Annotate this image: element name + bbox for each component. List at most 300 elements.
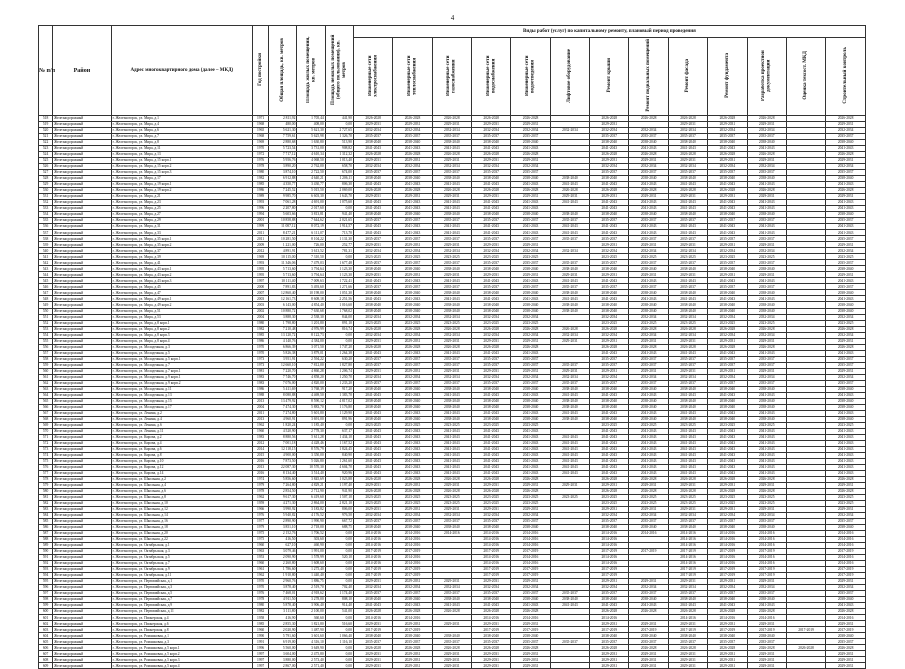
- row-work-period: 2032-2034: [708, 585, 747, 591]
- row-year: 1986: [253, 386, 269, 392]
- row-work-period: 2035-2037: [590, 170, 629, 176]
- row-area-nonliving: 1 383,70: [325, 392, 353, 398]
- row-area-total: 3 851,10: [269, 525, 297, 531]
- row-work-period: 2038-2040: [511, 290, 550, 296]
- header-work-7: Ремонт подвальных помещений: [629, 38, 668, 116]
- row-work-period: 2032-2034: [511, 128, 550, 134]
- row-work-period: 2035-2037: [550, 591, 589, 597]
- row-work-period: 2029-2031: [393, 579, 432, 585]
- row-work-period: 2029-2031: [590, 122, 629, 128]
- row-work-period: 2032-2034: [472, 374, 511, 380]
- row-work-period: 2032-2034: [393, 585, 432, 591]
- row-work-period: 2026-2028: [472, 116, 511, 122]
- row-area-living: 2 594,22: [297, 356, 325, 362]
- row-district: Железнодорожный: [53, 224, 112, 230]
- row-work-period: 2035-2037: [353, 380, 392, 386]
- row-work-period: 2041-2043: [747, 410, 786, 416]
- row-area-living: 1 990,90: [297, 519, 325, 525]
- row-district: Железнодорожный: [53, 657, 112, 663]
- row-work-period: 2017-2019: [708, 549, 747, 555]
- row-area-living: 8 590,12: [297, 398, 325, 404]
- row-work-period: 2017-2019: [353, 567, 392, 573]
- row-work-period: 2041-2043: [590, 452, 629, 458]
- row-district: Железнодорожный: [53, 651, 112, 657]
- row-work-period: 2038-2040: [590, 416, 629, 422]
- row-work-period: 2038-2040: [747, 633, 786, 639]
- header-num: № п/п: [39, 26, 53, 116]
- row-year: 1962: [253, 422, 269, 428]
- row-area-nonliving: 1 326,70: [325, 134, 353, 140]
- row-work-period: 2032-2034: [590, 248, 629, 254]
- row-work-period: 2038-2040: [353, 416, 392, 422]
- row-work-period: 2041-2043: [629, 224, 668, 230]
- row-work-period: 2029-2031: [472, 621, 511, 627]
- row-year: 1980: [253, 170, 269, 176]
- row-year: 1966: [253, 507, 269, 513]
- row-district: Железнодорожный: [53, 206, 112, 212]
- row-work-period: 2017-2019: [472, 549, 511, 555]
- row-work-period: 2035-2037: [708, 170, 747, 176]
- row-work-period: 2041-2043: [550, 603, 589, 609]
- row-work-period: 2035-2037: [432, 284, 471, 290]
- row-work-period: 2035-2037: [629, 591, 668, 597]
- row-work-period: 2029-2031: [629, 621, 668, 627]
- row-work-period: 2026-2028: [550, 188, 589, 194]
- row-work-period: 2035-2037: [472, 380, 511, 386]
- row-work-period: 2032-2034: [668, 314, 707, 320]
- row-work-period: 2029-2031: [393, 507, 432, 513]
- row-area-living: 1 578,99: [297, 555, 325, 561]
- row-year: 2015: [253, 452, 269, 458]
- row-work-period: 2041-2043: [747, 603, 786, 609]
- row-work-period: 2041-2043: [432, 230, 471, 236]
- row-work-period: 2029-2031: [747, 242, 786, 248]
- row-area-nonliving: 0,00: [325, 663, 353, 669]
- row-work-period: 2026-2028: [747, 116, 786, 122]
- row-work-period: 2041-2043: [432, 446, 471, 452]
- row-area-nonliving: 1 722,41: [325, 278, 353, 284]
- row-area-living: 1 608,60: [297, 561, 325, 567]
- row-number: 532: [39, 200, 53, 206]
- row-work-period: 2017-2019: [393, 627, 432, 633]
- row-area-nonliving: 4 817,02: [325, 398, 353, 404]
- row-work-period: 2038-2040: [708, 140, 747, 146]
- row-work-period: 2032-2034: [708, 332, 747, 338]
- row-area-total: 4 900,00: [269, 452, 297, 458]
- row-address: г. Железногорск, ул. Молодежная, д.5 корп.1: [111, 356, 252, 362]
- row-work-period: 2041-2043: [472, 464, 511, 470]
- row-work-period: 2032-2034: [472, 164, 511, 170]
- row-area-nonliving: 1 206,11: [325, 176, 353, 182]
- row-area-total: 10 858,88: [269, 218, 297, 224]
- row-district: Железнодорожный: [53, 507, 112, 513]
- row-work-period: 2029-2031: [590, 651, 629, 657]
- row-work-period: 2029-2031: [511, 507, 550, 513]
- row-work-period: 2038-2040: [590, 404, 629, 410]
- row-work-period: 2029-2031: [826, 272, 866, 278]
- row-work-period: 2041-2043: [747, 200, 786, 206]
- row-district: Железнодорожный: [53, 254, 112, 260]
- row-work-period: 2038-2040: [826, 597, 866, 603]
- row-work-period: 2041-2043: [590, 464, 629, 470]
- row-work-period: 2035-2037: [472, 362, 511, 368]
- row-work-period: 2014-2016: [472, 615, 511, 621]
- row-number: 525: [39, 158, 53, 164]
- row-work-period: 2023-2025: [590, 320, 629, 326]
- row-work-period: 2041-2043: [668, 200, 707, 206]
- row-year: 1976: [253, 591, 269, 597]
- row-year: 1997: [253, 657, 269, 663]
- row-work-period: 2014-2016: [747, 537, 786, 543]
- row-district: Железнодорожный: [53, 440, 112, 446]
- row-work-period: 2029-2031: [590, 657, 629, 663]
- row-work-period: 2023-2025: [668, 501, 707, 507]
- row-district: Железнодорожный: [53, 494, 112, 500]
- row-work-period: 2029-2031: [826, 663, 866, 669]
- row-address: г. Железногорск, ул. Мира, д.43 корп.1: [111, 266, 252, 272]
- row-year: 1983: [253, 380, 269, 386]
- row-work-period: 2032-2034: [550, 248, 589, 254]
- row-area-total: 5 878,40: [269, 603, 297, 609]
- row-number: 542: [39, 260, 53, 266]
- row-work-period: 2041-2043: [629, 392, 668, 398]
- row-work-period: 2041-2043: [826, 392, 866, 398]
- row-area-total: 8 477,21: [269, 230, 297, 236]
- row-work-period: 2038-2040: [393, 266, 432, 272]
- row-area-nonliving: 2 251,56: [325, 296, 353, 302]
- row-work-period: 2041-2043: [393, 182, 432, 188]
- row-address: г. Железногорск, ул. Мира, д.33: [111, 230, 252, 236]
- row-work-period: 2029-2031: [629, 657, 668, 663]
- row-work-period: 2041-2043: [393, 458, 432, 464]
- row-work-period: 2014-2016: [826, 555, 866, 561]
- row-work-period: 2035-2037: [590, 639, 629, 645]
- row-work-period: 2035-2037: [393, 170, 432, 176]
- row-year: 1997: [253, 663, 269, 669]
- row-number: 586: [39, 525, 53, 531]
- row-area-total: 5 713,60: [269, 266, 297, 272]
- row-work-period: 2038-2040: [393, 308, 432, 314]
- row-address: г. Железногорск, ул. Мира, д.21: [111, 194, 252, 200]
- row-area-total: 1 820,24: [269, 422, 297, 428]
- row-work-period: 2032-2034: [668, 585, 707, 591]
- row-work-period: 2041-2043: [393, 224, 432, 230]
- row-area-living: 3 794,64: [297, 266, 325, 272]
- row-area-nonliving: 1 167,52: [325, 440, 353, 446]
- row-work-period: 2041-2043: [511, 410, 550, 416]
- row-work-period: 2041-2043: [590, 182, 629, 188]
- row-work-period: 2038-2040: [353, 290, 392, 296]
- row-work-period: 2041-2043: [629, 278, 668, 284]
- row-district: Железнодорожный: [53, 501, 112, 507]
- row-work-period: 2029-2031: [393, 621, 432, 627]
- row-address: г. Железногорск, ул. Мира, д.4: [111, 122, 252, 128]
- row-district: Железнодорожный: [53, 446, 112, 452]
- row-work-period: 2041-2043: [747, 458, 786, 464]
- row-work-period: 2035-2037: [747, 236, 786, 242]
- row-number: 575: [39, 458, 53, 464]
- row-work-period: 2041-2043: [629, 350, 668, 356]
- row-work-period: 2035-2037: [511, 362, 550, 368]
- row-area-living: 4 829,21: [297, 482, 325, 488]
- row-district: Железнодорожный: [53, 320, 112, 326]
- row-work-period: 2026-2028: [511, 188, 550, 194]
- row-area-total: 7 001,18: [269, 440, 297, 446]
- row-work-period: 2026-2028: [629, 326, 668, 332]
- row-work-period: 2041-2043: [353, 464, 392, 470]
- row-area-living: 6 419,60: [297, 494, 325, 500]
- row-work-period: 2029-2031: [629, 482, 668, 488]
- row-work-period: 2041-2043: [393, 452, 432, 458]
- row-district: Железнодорожный: [53, 326, 112, 332]
- row-work-period: 2017-2019: [511, 627, 550, 633]
- row-number: 603: [39, 627, 53, 633]
- row-work-period: 2038-2040: [590, 302, 629, 308]
- row-work-period: 2035-2037: [668, 284, 707, 290]
- row-district: Железнодорожный: [53, 314, 112, 320]
- row-area-total: 9 617,30: [269, 494, 297, 500]
- row-work-period: 2014-2016: [511, 615, 550, 621]
- row-area-total: 416,90: [269, 615, 297, 621]
- row-work-period: 2041-2043: [393, 296, 432, 302]
- row-work-period: 2041-2043: [550, 410, 589, 416]
- row-work-period: 2032-2034: [668, 374, 707, 380]
- row-area-living: 7 812,00: [297, 362, 325, 368]
- row-work-period: 2029-2031: [432, 507, 471, 513]
- row-number: 533: [39, 206, 53, 212]
- row-work-period: 2038-2040: [472, 302, 511, 308]
- row-work-period: 2041-2043: [747, 296, 786, 302]
- row-work-period: 2041-2043: [550, 452, 589, 458]
- row-work-period: 2041-2043: [668, 458, 707, 464]
- row-number: 564: [39, 392, 53, 398]
- row-work-period: 2035-2037: [393, 380, 432, 386]
- row-work-period: 2035-2037: [472, 170, 511, 176]
- row-work-period: 2038-2040: [826, 140, 866, 146]
- row-work-period: 2032-2034: [590, 314, 629, 320]
- row-work-period: 2029-2031: [353, 242, 392, 248]
- row-work-period: 2035-2037: [432, 134, 471, 140]
- row-work-period: 2032-2034: [747, 374, 786, 380]
- row-district: Железнодорожный: [53, 116, 112, 122]
- row-area-living: 7 630,68: [297, 308, 325, 314]
- row-work-period: 2026-2028: [511, 488, 550, 494]
- row-number: 530: [39, 188, 53, 194]
- row-work-period: 2029-2031: [511, 122, 550, 128]
- row-area-living: 1 201,80: [297, 320, 325, 326]
- row-area-nonliving: 2 821,10: [325, 501, 353, 507]
- row-work-period: 2038-2040: [629, 140, 668, 146]
- row-work-period: 2035-2037: [708, 356, 747, 362]
- row-work-period: 2041-2043: [472, 458, 511, 464]
- row-address: г. Железногорск, ул. Мира, д.1: [111, 116, 252, 122]
- row-work-period: 2032-2034: [826, 332, 866, 338]
- row-work-period: 2041-2043: [472, 206, 511, 212]
- row-work-period: 2029-2031: [668, 657, 707, 663]
- row-work-period: 2029-2031: [393, 657, 432, 663]
- row-work-period: 2038-2040: [826, 302, 866, 308]
- row-number: 541: [39, 254, 53, 260]
- row-work-period: 2026-2028: [393, 476, 432, 482]
- row-work-period: 2041-2043: [393, 146, 432, 152]
- row-area-nonliving: 1 013,40: [325, 158, 353, 164]
- row-work-period: 2041-2043: [550, 200, 589, 206]
- row-address: г. Железногорск, ул. Молодежная, д.7 корп.1: [111, 368, 252, 374]
- row-work-period: 2032-2034: [511, 513, 550, 519]
- row-work-period: 2035-2037: [590, 380, 629, 386]
- row-area-living: 2 571,40: [297, 663, 325, 669]
- row-area-total: 5 713,60: [269, 272, 297, 278]
- row-number: 555: [39, 338, 53, 344]
- row-number: 579: [39, 482, 53, 488]
- row-work-period: 2023-2025: [393, 494, 432, 500]
- row-work-period: 2038-2040: [747, 416, 786, 422]
- row-year: 1990: [253, 633, 269, 639]
- row-number: 596: [39, 585, 53, 591]
- row-work-period: 2041-2043: [432, 296, 471, 302]
- row-area-nonliving: 1 250,70: [325, 374, 353, 380]
- row-work-period: 2041-2043: [432, 392, 471, 398]
- row-work-period: 2014-2016: [472, 537, 511, 543]
- row-year: 1982: [253, 609, 269, 615]
- row-work-period: 2041-2043: [668, 446, 707, 452]
- row-work-period: 2035-2037: [708, 639, 747, 645]
- row-year: 1969: [253, 140, 269, 146]
- row-work-period: 2035-2037: [353, 284, 392, 290]
- header-work-12: Строительный контроль: [826, 38, 866, 116]
- row-work-period: 2041-2043: [826, 458, 866, 464]
- row-area-living: 4 858,20: [297, 374, 325, 380]
- row-work-period: 2029-2031: [511, 194, 550, 200]
- row-work-period: 2041-2043: [353, 230, 392, 236]
- row-work-period: 2038-2040: [511, 176, 550, 182]
- row-work-period: 2041-2043: [550, 182, 589, 188]
- row-work-period: 2029-2031: [511, 657, 550, 663]
- row-year: 1976: [253, 513, 269, 519]
- row-work-period: 2032-2034: [353, 374, 392, 380]
- row-work-period: 2041-2043: [708, 350, 747, 356]
- row-area-living: 1 821,80: [297, 621, 325, 627]
- row-work-period: 2038-2040: [393, 416, 432, 422]
- row-work-period: 2041-2043: [708, 428, 747, 434]
- row-area-total: 12 118,15: [269, 446, 297, 452]
- row-work-period: 2026-2028: [590, 645, 629, 651]
- row-work-period: 2041-2043: [511, 458, 550, 464]
- row-number: 594: [39, 573, 53, 579]
- row-work-period: 2026-2028: [629, 344, 668, 350]
- row-work-period: 2017-2019: [511, 549, 550, 555]
- row-work-period: 2035-2037: [353, 236, 392, 242]
- row-area-living: 5 601,80: [297, 410, 325, 416]
- row-work-period: 2029-2031: [432, 579, 471, 585]
- row-work-period: 2017-2019: [708, 627, 747, 633]
- row-work-period: 2026-2028: [747, 152, 786, 158]
- row-work-period: 2032-2034: [472, 248, 511, 254]
- row-area-living: 2 519,70: [297, 585, 325, 591]
- row-area-total: 6 919,00: [269, 639, 297, 645]
- row-work-period: 2014-2016: [393, 615, 432, 621]
- row-work-period: 2035-2037: [708, 260, 747, 266]
- row-work-period: 2041-2043: [472, 446, 511, 452]
- row-work-period: 2032-2034: [629, 128, 668, 134]
- row-work-period: 2032-2034: [590, 513, 629, 519]
- row-work-period: 2041-2043: [432, 278, 471, 284]
- row-area-nonliving: 941,90: [325, 488, 353, 494]
- row-work-period: 2029-2031: [826, 621, 866, 627]
- row-work-period: 2032-2034: [826, 585, 866, 591]
- row-area-total: 2 260,80: [269, 561, 297, 567]
- row-work-period: 2041-2043: [826, 446, 866, 452]
- row-work-period: 2041-2043: [393, 434, 432, 440]
- row-area-total: 2 890,90: [269, 519, 297, 525]
- row-area-nonliving: 674,00: [325, 170, 353, 176]
- row-year: 1970: [253, 350, 269, 356]
- row-year: 1985: [253, 621, 269, 627]
- row-number: 573: [39, 446, 53, 452]
- row-work-period: 2041-2043: [747, 392, 786, 398]
- row-work-period: 2032-2034: [432, 128, 471, 134]
- row-work-period: 2014-2016: [393, 537, 432, 543]
- row-area-total: 3 890,20: [269, 164, 297, 170]
- row-work-period: 2035-2037: [353, 519, 392, 525]
- row-area-nonliving: 1 174,40: [325, 591, 353, 597]
- row-district: Железнодорожный: [53, 332, 112, 338]
- row-year: 1960: [253, 627, 269, 633]
- row-work-period: 2041-2043: [353, 410, 392, 416]
- row-work-period: 2026-2028: [511, 609, 550, 615]
- row-work-period: 2041-2043: [511, 440, 550, 446]
- row-work-period: 2029-2031: [353, 368, 392, 374]
- row-area-nonliving: 1 123,30: [325, 266, 353, 272]
- row-work-period: 2023-2025: [472, 254, 511, 260]
- row-work-period: 2035-2037: [708, 236, 747, 242]
- row-area-total: 4 350,77: [269, 182, 297, 188]
- row-work-period: 2035-2037: [668, 519, 707, 525]
- row-address: г. Железногорск, ул. Школьная, д.4: [111, 482, 252, 488]
- row-work-period: 2038-2040: [708, 525, 747, 531]
- row-work-period: 2041-2043: [629, 470, 668, 476]
- row-work-period: 2035-2037: [826, 380, 866, 386]
- row-work-period: 2041-2043: [511, 603, 550, 609]
- row-work-period: 2038-2040: [393, 398, 432, 404]
- row-work-period: 2038-2040: [393, 633, 432, 639]
- row-work-period: 2035-2037: [472, 236, 511, 242]
- row-work-period: 2035-2037: [432, 639, 471, 645]
- row-work-period: 2017-2019: [353, 549, 392, 555]
- row-year: 1983: [253, 374, 269, 380]
- row-work-period: 2041-2043: [629, 452, 668, 458]
- row-work-period: 2041-2043: [747, 230, 786, 236]
- row-work-period: 2041-2043: [432, 200, 471, 206]
- row-address: г. Железногорск, ул. Пионерская, д.8: [111, 627, 252, 633]
- row-area-total: 8 134,40: [269, 470, 297, 476]
- row-year: 1999: [253, 224, 269, 230]
- row-work-period: 2041-2043: [590, 224, 629, 230]
- row-work-period: 2032-2034: [550, 374, 589, 380]
- row-work-period: 2035-2037: [550, 639, 589, 645]
- row-work-period: 2041-2043: [629, 603, 668, 609]
- row-work-period: 2017-2019: [353, 627, 392, 633]
- row-district: Железнодорожный: [53, 248, 112, 254]
- row-work-period: 2041-2043: [826, 278, 866, 284]
- row-number: 545: [39, 278, 53, 284]
- row-work-period: 2029-2031: [590, 242, 629, 248]
- row-year: 1996: [253, 206, 269, 212]
- row-area-nonliving: 252,77: [325, 242, 353, 248]
- row-work-period: 2041-2043: [590, 428, 629, 434]
- row-work-period: 2038-2040: [550, 302, 589, 308]
- row-work-period: 2041-2043: [550, 446, 589, 452]
